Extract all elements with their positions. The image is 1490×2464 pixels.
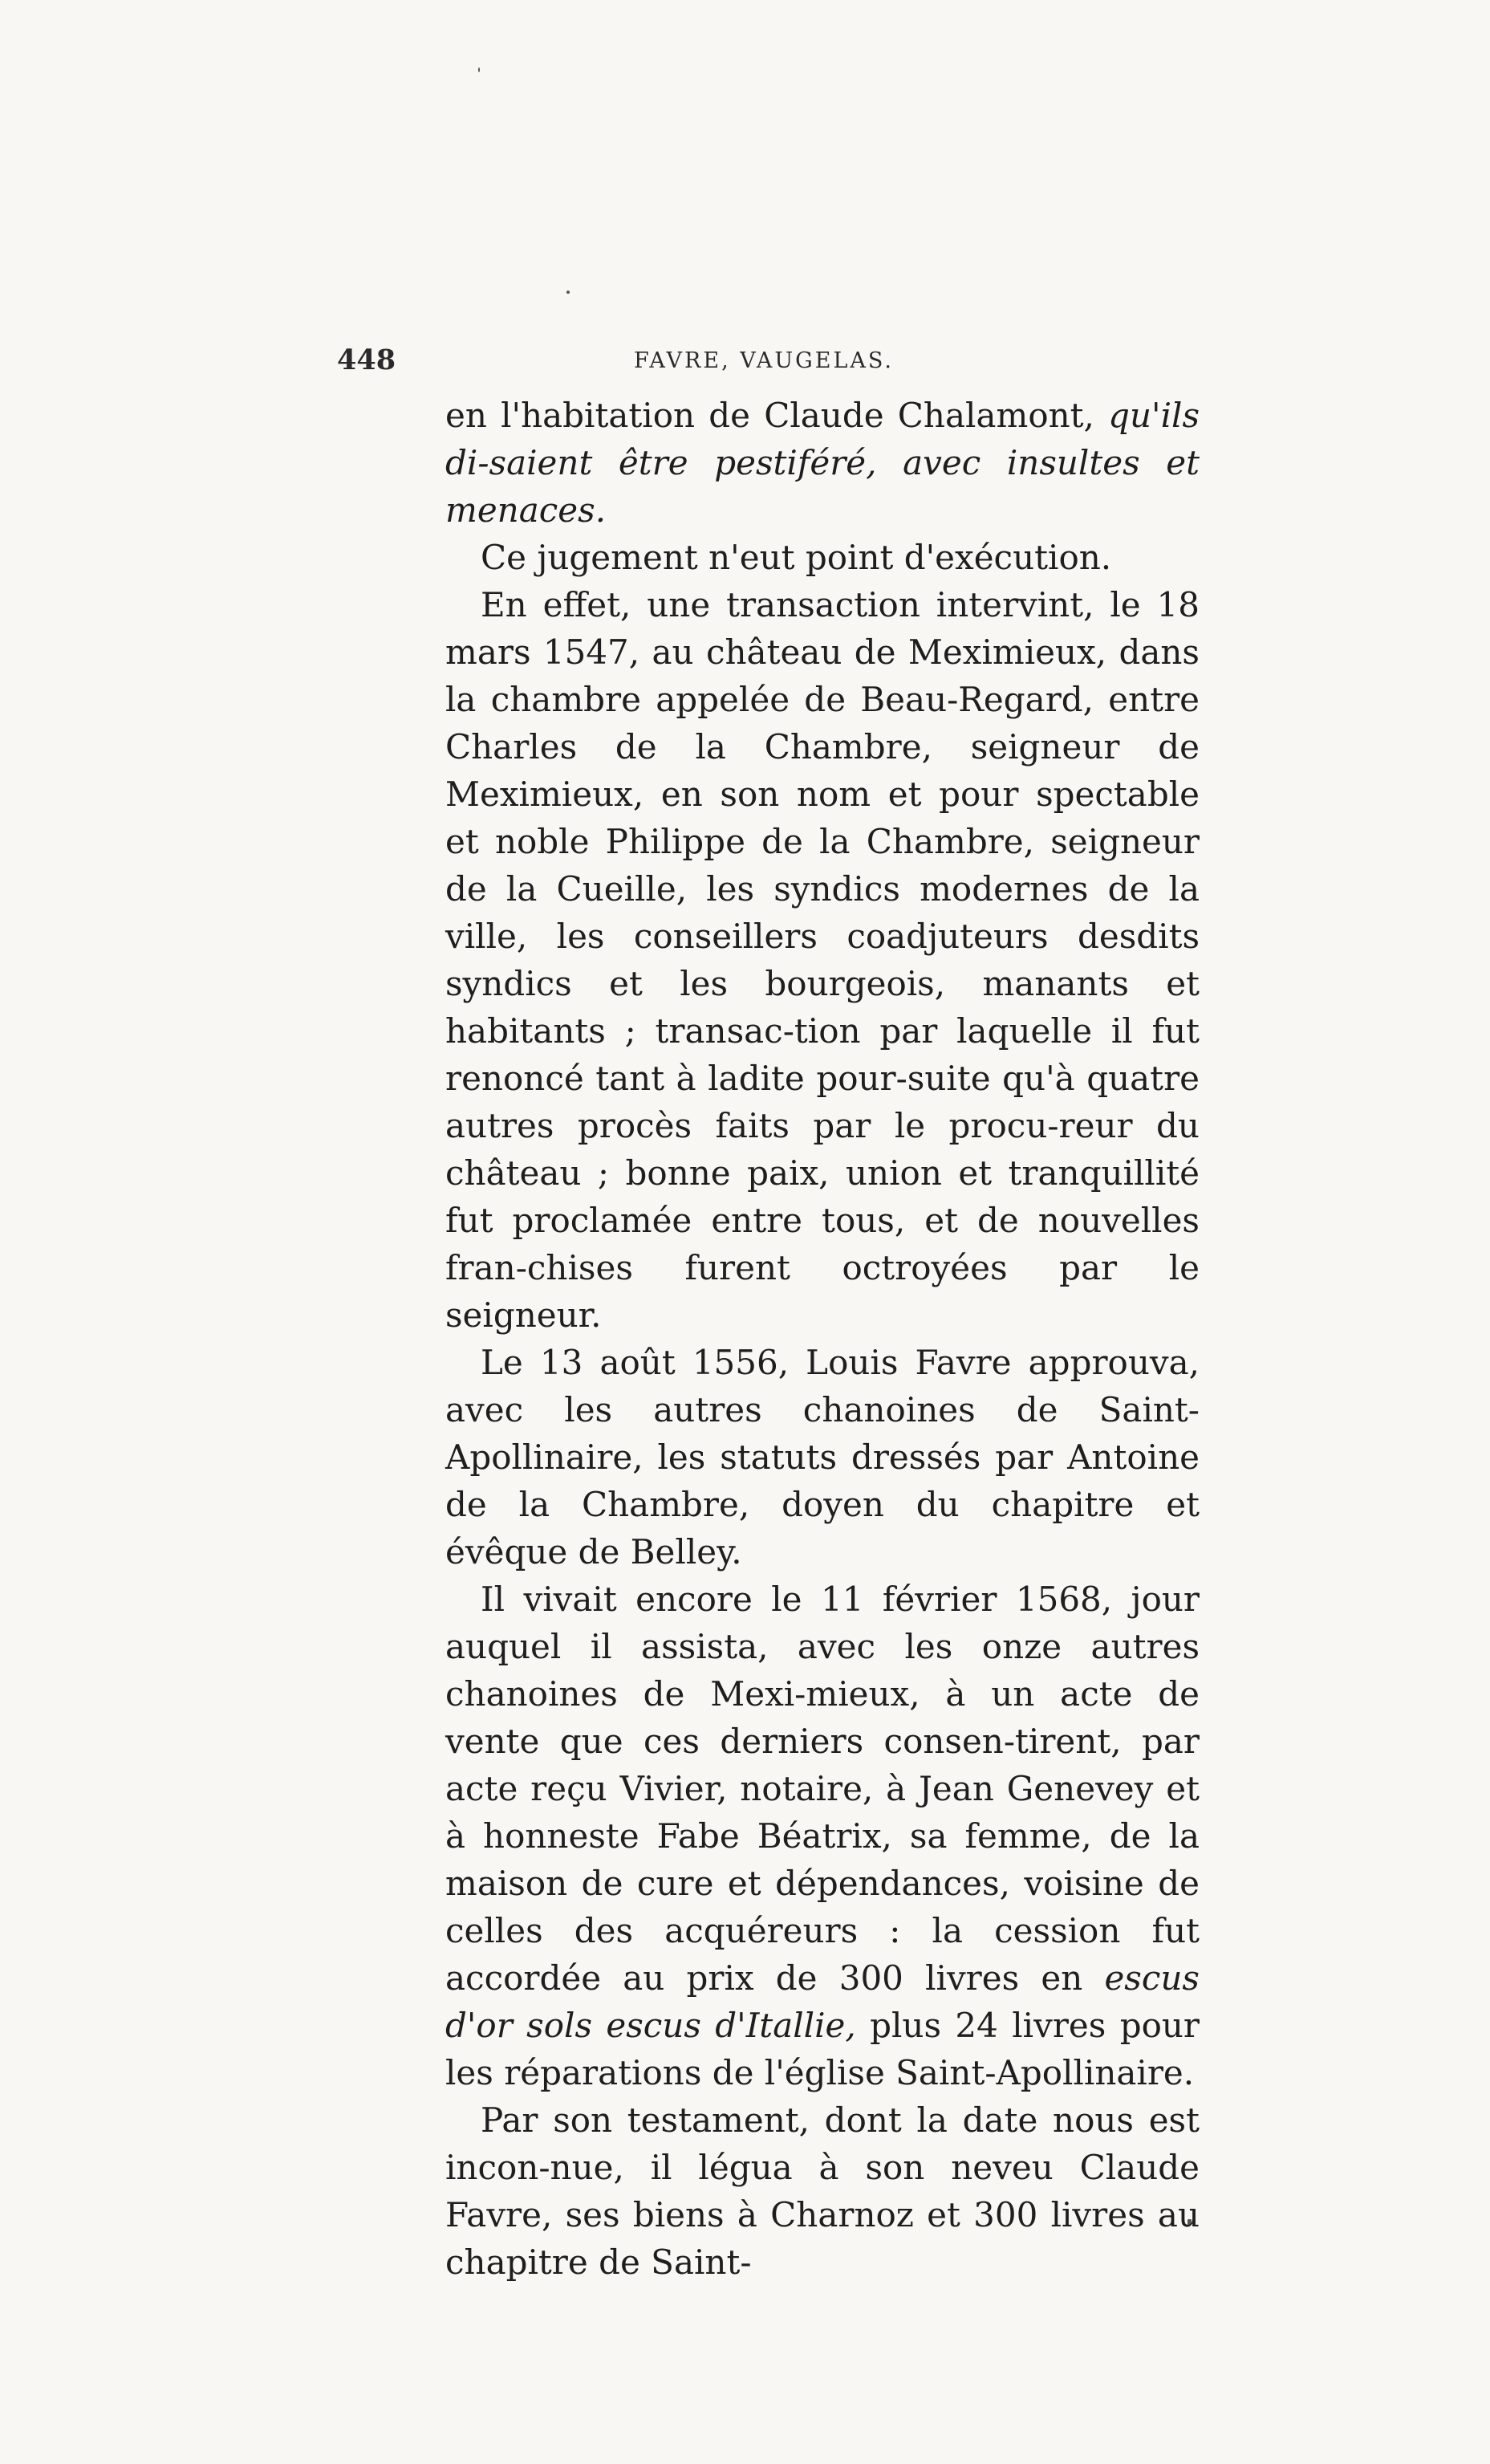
paragraph — [445, 534, 1200, 581]
ink-speck — [478, 67, 480, 72]
paragraph — [445, 1576, 1200, 2096]
text-run: Par son testament, dont la date nous est incon-nue, il légua à son neveu Claude Favre, ses biens à Charnoz et 300 livres au chapitre de Saint- — [445, 2100, 1200, 2282]
paragraph — [445, 581, 1200, 1339]
italic-text-run: qu'ils di-saient être pestiféré, avec insultes et menaces. — [445, 396, 1200, 530]
text-run: en l'habitation de Claude Chalamont, — [445, 396, 1109, 435]
italic-text-run: escus d'or sols escus d'Itallie, — [445, 1958, 1200, 2045]
text-run: Il vivait encore le 11 février 1568, jour auquel il assista, avec les onze autres chanoines de Mexi-mieux, à un acte de vente que ces derniers consen-tirent, par acte reçu Vivier, notaire, à Jean Genevey et à honneste Fabe Béatrix, sa femme, de la maison de cure et dépendances, voisine de celles des acquéreurs : la cession fut accordée au prix de 300 livres en — [445, 1580, 1200, 1998]
page-header — [337, 344, 1220, 384]
text-run: En effet, une transaction intervint, le 18 mars 1547, au château de Meximieux, dans la chambre appelée de Beau-Regard, entre Charles de la Chambre, seigneur de Meximieux, en son nom et pour spectable et noble Philippe de la Chambre, seigneur de la Cueille, les syndics modernes de la ville, les conseillers coadjuteurs desdits syndics et les bourgeois, manants et habitants ; transac-tion par laquelle il fut renoncé tant à ladite pour-suite qu'à quatre autres procès faits par le procu-reur du château ; bonne paix, union et tranquillité fut proclamée entre tous, et de nouvelles fran-chises furent octroyées par le seigneur. — [445, 585, 1200, 1335]
paragraph — [445, 2096, 1200, 2286]
ink-speck — [566, 291, 570, 294]
paragraph — [445, 392, 1200, 534]
page-number: 448 — [337, 344, 396, 376]
running-title: FAVRE, VAUGELAS. — [634, 348, 894, 373]
text-run: Le 13 août 1556, Louis Favre approuva, avec les autres chanoines de Saint-Apollinaire, les statuts dressés par Antoine de la Chambre, doyen du chapitre et évêque de Belley. — [445, 1343, 1200, 1572]
text-run: plus 24 livres pour les réparations de l'église Saint-Apollinaire. — [445, 2006, 1200, 2092]
body-text — [445, 392, 1200, 2286]
paragraph — [445, 1339, 1200, 1576]
text-run: Ce jugement n'eut point d'exécution. — [481, 538, 1112, 577]
